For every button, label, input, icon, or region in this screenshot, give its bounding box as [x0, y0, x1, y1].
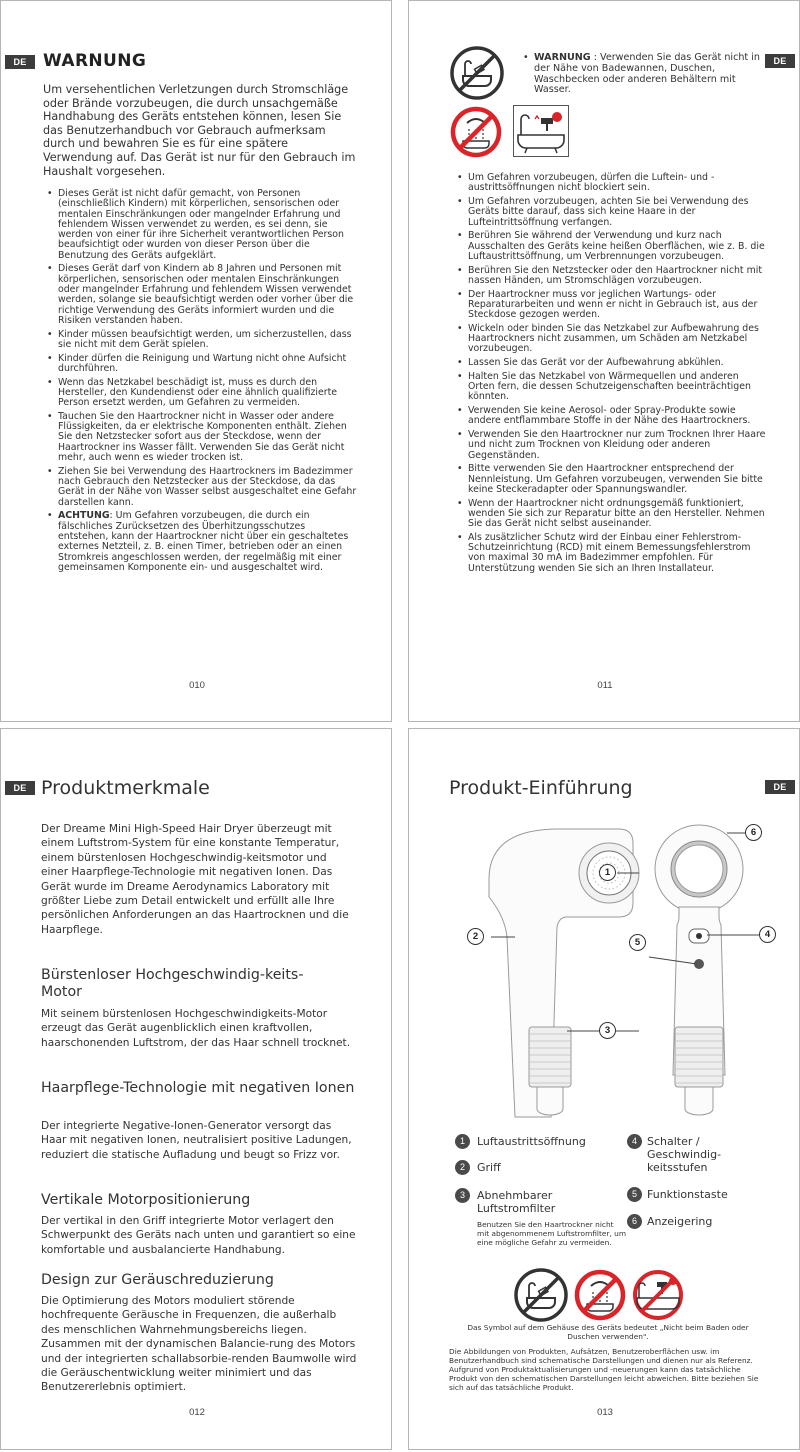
- list-item: • Dieses Gerät ist nicht dafür gemacht, von Personen (einschließlich Kindern) mit körperlichen, sensorischen oder mentalen Einschränkungen oder mangelnder Erfahrung und fehlendem Wissen verwendet zu werden, es sei denn, sie werden von einer für ihre Sicherheit verantwortlichen Person beaufsichtigt oder wurden von dieser Person über die Benutzung des Geräts aufgeklärt.: [45, 189, 357, 261]
- legend-label-2: Griff: [477, 1161, 501, 1174]
- legend-num-4: 4: [627, 1134, 642, 1149]
- no-shower-icon: [449, 105, 503, 159]
- legend-label-3: Abnehmbarer Luftstromfilter: [477, 1189, 556, 1215]
- safety-list: [455, 173, 767, 577]
- legend-num-2: 2: [455, 1160, 470, 1175]
- list-item: • Berühren Sie den Netzstecker oder den Haartrockner nicht mit nassen Händen, um Stromschlägen vorzubeugen.: [455, 266, 767, 287]
- legend-label-5: Funktionstaste: [647, 1188, 728, 1201]
- legend-num-3: 3: [455, 1188, 470, 1203]
- legend-label-1: Luftaustrittsöffnung: [477, 1135, 586, 1148]
- page-013: [408, 728, 800, 1450]
- list-item-achtung: [45, 511, 357, 573]
- section-text: Mit seinem bürstenlosen Hochgeschwindigkeits-Motor erzeugt das Gerät augenblicklich einen kraftvollen, haarschonenden Luftstrom, der das Haar schnell trocknet.: [41, 1008, 351, 1049]
- dryer-front-view: [655, 825, 743, 1115]
- hair-dryer-illustration: [449, 819, 799, 1119]
- section-heading: Vertikale Motorpositionierung: [41, 1192, 251, 1208]
- legend-num-1: 1: [455, 1134, 470, 1149]
- callout-1: 1: [599, 864, 616, 881]
- language-tag: DE: [5, 55, 35, 69]
- callout-6: 6: [745, 824, 762, 841]
- list-item: • Halten Sie das Netzkabel von Wärmequellen und anderen Orten fern, die dessen Schutzeigenschaften beeinträchtigen könnten.: [455, 372, 767, 403]
- list-item: • Ziehen Sie bei Verwendung des Haartrockners im Badezimmer nach Gebrauch den Netzstecker aus der Steckdose, da das Gerät in der Nähe von Wasser selbst ausgeschaltet eine Gefahr darstellen kann.: [45, 467, 357, 508]
- page-title: Produkt-Einführung: [449, 777, 633, 799]
- no-shower-icon: [573, 1268, 627, 1322]
- features-intro: Der Dreame Mini High-Speed Hair Dryer überzeugt mit einem Luftstrom-System für eine konstante Temperatur, einem bürstenlosen Hochgeschwindig-keitsmotor und einer Haarpflege-Technologie mit negativen Ionen. Das Gerät wurde im Dreame Aerodynamics Laboratory mit größter Liebe zum Detail entwickelt und erfüllt alle Ihre persönlichen Anforderungen an das Haartrocknen und die Haarpflege.: [41, 823, 349, 936]
- warning-list: [45, 189, 357, 577]
- callout-2: 2: [467, 928, 484, 945]
- list-item: • Um Gefahren vorzubeugen, achten Sie bei Verwendung des Geräts bitte darauf, dass sich keine Haare in der Lufteintrittsöffnung verfangen.: [455, 197, 767, 228]
- legend-label-4: Schalter / Geschwindig-keitsstufen: [647, 1135, 722, 1174]
- bath-warning-item: [521, 53, 769, 96]
- list-item: • Wickeln oder binden Sie das Netzkabel zur Aufbewahrung des Haartrockners nicht zusammen, um Schäden am Netzkabel vorzubeugen.: [455, 324, 767, 355]
- warning-intro: Um versehentlichen Verletzungen durch Stromschläge oder Brände vorzubeugen, die durch unsachgemäße Handhabung des Geräts entstehen können, lesen Sie das Benutzerhandbuch vor Gebrauch aufmerksam durch und bewahren Sie es für eine spätere Verwendung auf. Das Gerät ist nur für den Gebrauch im Haushalt vorgesehen.: [43, 83, 356, 178]
- page-number: 011: [597, 680, 613, 691]
- disclaimer: Die Abbildungen von Produkten, Aufsätzen, Benutzeroberflächen usw. im Benutzerhandbuch sind schematische Darstellungen und dienen nur als Referenz. Aufgrund von Produktaktualisierungen und -neuerungen kann das tatsächliche Produkt von den schematischen Darstellungen leicht abweichen. Bitte beziehen Sie sich auf das tatsächliche Produkt.: [449, 1347, 759, 1392]
- language-tag: DE: [765, 780, 795, 794]
- page-012: [0, 728, 392, 1450]
- list-item: • Bitte verwenden Sie den Haartrockner entsprechend der Nennleistung. Um Gefahren vorzubeugen, verwenden Sie bitte keine Steckeradapter oder Spannungswandler.: [455, 464, 767, 495]
- achtung-label: ACHTUNG: [58, 510, 110, 522]
- section-text: Die Optimierung des Motors moduliert störende hochfrequente Geräusche in Frequenzen, die außerhalb des menschlichen Wahrnehmungsbereichs liegen. Zusammen mit der dynamischen Balancie-rung des Motors und der integrierten schallabsorbie-renden Baumwolle wird die Geräuschentwicklung weiter minimiert und das Benutzererlebnis optimiert.: [41, 1295, 357, 1394]
- list-item: • Der Haartrockner muss vor jeglichen Wartungs- oder Reparaturarbeiten und wenn er nicht in Gebrauch ist, aus der Steckdose gezogen werden.: [455, 290, 767, 321]
- no-bath-dryer-icon: [631, 1268, 685, 1322]
- warning-text: : Verwenden Sie das Gerät nicht in der Nähe von Badewannen, Duschen, Waschbecken oder anderen Behältern mit Wasser.: [534, 52, 760, 96]
- list-item: • Tauchen Sie den Haartrockner nicht in Wasser oder andere Flüssigkeiten, da er elektrische Komponenten enthält. Ziehen Sie den Netzstecker sofort aus der Steckdose, wenn der Haartrockner ins Wasser fällt. Verwenden Sie das Gerät nicht mehr, auch wenn es wieder trocken ist.: [45, 412, 357, 463]
- page-010: [0, 0, 392, 722]
- section-heading: Bürstenloser Hochgeschwindig-keits-Motor: [41, 967, 304, 1000]
- page-011: [408, 0, 800, 722]
- symbol-note: Das Symbol auf dem Gehäuse des Geräts bedeutet „Nicht beim Baden oder Duschen verwenden".: [467, 1323, 749, 1341]
- warning-label: WARNUNG: [534, 52, 591, 63]
- list-item: • Berühren Sie während der Verwendung und kurz nach Ausschalten des Geräts keine heißen Oberflächen, wie z. B. die Luftaustrittsöffnung, um Verbrennungen vorzubeugen.: [455, 231, 767, 262]
- no-bathtub-icon: [449, 45, 505, 101]
- callout-5: 5: [629, 934, 646, 951]
- bath-warning-icon: [513, 105, 569, 157]
- achtung-text: : Um Gefahren vorzubeugen, die durch ein fälschliches Zurücksetzen des Überhitzungsschutzes entstehen, kann der Haartrockner nicht über ein geschaltetes externes Netzteil, z. B. einen Timer, betrieben oder an einen Stromkreis angeschlossen werden, der regelmäßig mit einer gemeinsamen Komponente ein- und ausgeschaltet wird.: [58, 510, 349, 573]
- list-item: • Kinder dürfen die Reinigung und Wartung nicht ohne Aufsicht durchführen.: [45, 354, 357, 375]
- section-heading: Design zur Geräuschreduzierung: [41, 1272, 274, 1288]
- dryer-side-view: [489, 829, 639, 1117]
- page-title: Produktmerkmale: [41, 777, 210, 799]
- section-text: Der integrierte Negative-Ionen-Generator versorgt das Haar mit negativen Ionen, neutralisiert positive Ladungen, reduziert die statische Aufladung und beugt so Frizz vor.: [41, 1120, 352, 1161]
- section-text: Der vertikal in den Griff integrierte Motor verlagert den Schwerpunkt des Geräts nach unten und garantiert so eine komfortable und ausbalancierte Handhabung.: [41, 1215, 356, 1256]
- callout-4: 4: [759, 926, 776, 943]
- language-tag: DE: [765, 54, 795, 68]
- list-item: • Verwenden Sie den Haartrockner nur zum Trocknen Ihrer Haare und nicht zum Trocknen von Kleidung oder anderen Gegenständen.: [455, 430, 767, 461]
- list-item: • Verwenden Sie keine Aerosol- oder Spray-Produkte sowie andere entflammbare Stoffe in der Nähe des Haartrockners.: [455, 406, 767, 427]
- warning-title: WARNUNG: [43, 51, 147, 71]
- list-item: • Um Gefahren vorzubeugen, dürfen die Luftein- und -austrittsöffnungen nicht blockiert sein.: [455, 173, 767, 194]
- page-number: 012: [189, 1407, 205, 1418]
- list-item: • Kinder müssen beaufsichtigt werden, um sicherzustellen, dass sie nicht mit dem Gerät spielen.: [45, 330, 357, 351]
- language-tag: DE: [5, 781, 35, 795]
- legend-label-6: Anzeigering: [647, 1215, 713, 1228]
- legend-num-5: 5: [627, 1187, 642, 1202]
- page-number: 010: [189, 680, 205, 691]
- no-bathtub-icon: [513, 1267, 569, 1323]
- list-item: • Lassen Sie das Gerät vor der Aufbewahrung abkühlen.: [455, 358, 767, 368]
- callout-3: 3: [599, 1022, 616, 1039]
- list-item: • Dieses Gerät darf von Kindern ab 8 Jahren und Personen mit körperlichen, sensorischen oder mentalen Einschränkungen oder mangelnder Erfahrung und fehlendem Wissen verwendet werden, solange sie beaufsichtigt werden oder vorher über die richtige Verwendung des Geräts informiert wurden und die Risiken verstanden haben.: [45, 264, 357, 326]
- legend-num-6: 6: [627, 1214, 642, 1229]
- section-heading: Haarpflege-Technologie mit negativen Ionen: [41, 1080, 355, 1096]
- filter-note: Benutzen Sie den Haartrockner nicht mit abgenommenem Luftstromfilter, um eine mögliche Gefahr zu vermeiden.: [477, 1220, 627, 1247]
- list-item: • Wenn das Netzkabel beschädigt ist, muss es durch den Hersteller, den Kundendienst oder eine ähnlich qualifizierte Person ersetzt werden, um Gefahren zu vermeiden.: [45, 378, 357, 409]
- page-number: 013: [597, 1407, 613, 1418]
- list-item: • Als zusätzlicher Schutz wird der Einbau einer Fehlerstrom-Schutzeinrichtung (RCD) mit einem Bemessungsfehlerstrom von maximal 30 mA im Badezimmer empfohlen. Für Unterstützung wenden Sie sich an Ihren Installateur.: [455, 533, 767, 574]
- list-item: • Wenn der Haartrockner nicht ordnungsgemäß funktioniert, wenden Sie sich zur Reparatur bitte an den Hersteller. Nehmen Sie das Gerät nicht selbst auseinander.: [455, 499, 767, 530]
